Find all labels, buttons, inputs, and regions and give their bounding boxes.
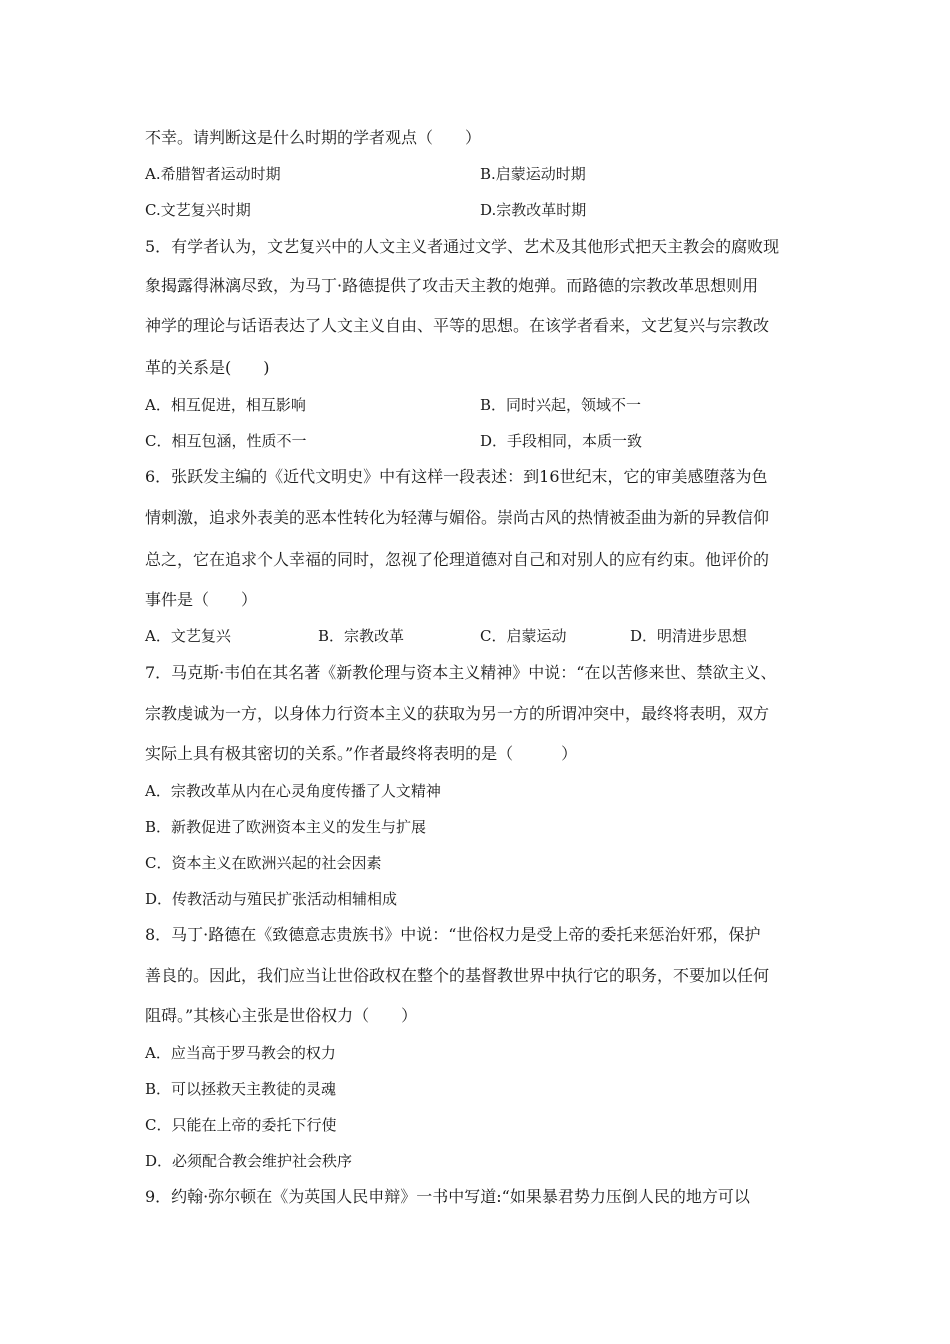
q5-stem-line-4: 革的关系是( )	[145, 358, 270, 377]
q7-option-a: A．宗教改革从内在心灵角度传播了人文精神	[145, 782, 441, 800]
q7-option-c: C．资本主义在欧洲兴起的社会因素	[145, 854, 382, 872]
q7-option-b: B．新教促进了欧洲资本主义的发生与扩展	[145, 818, 427, 836]
q5-option-a: A．相互促进，相互影响	[145, 396, 306, 414]
q5-stem-line-1: 5．有学者认为，文艺复兴中的人文主义者通过文学、艺术及其他形式把天主教会的腐败现	[145, 237, 780, 256]
q6-stem-line-3: 总之，它在追求个人幸福的同时，忽视了伦理道德对自己和对别人的应有约束。他评价的	[145, 550, 770, 569]
q8-stem-line-3: 阻碍。”其核心主张是世俗权力（ ）	[145, 1006, 418, 1025]
q4-stem-tail: 不幸。请判断这是什么时期的学者观点（ ）	[145, 128, 482, 147]
q6-option-b: B．宗教改革	[318, 627, 405, 645]
q6-stem-line-2: 情刺激，追求外表美的恶本性转化为轻薄与媚俗。崇尚古风的热情被歪曲为新的异教信仰	[145, 508, 770, 527]
q9-stem-line-1: 9．约翰·弥尔顿在《为英国人民申辩》一书中写道:“如果暴君势力压倒人民的地方可以	[145, 1187, 750, 1206]
q5-stem-line-2: 象揭露得淋漓尽致，为马丁·路德提供了攻击天主教的炮弹。而路德的宗教改革思想则用	[145, 276, 759, 295]
q8-stem-line-2: 善良的。因此，我们应当让世俗政权在整个的基督教世界中执行它的职务，不要加以任何	[145, 966, 770, 985]
q6-option-a: A．文艺复兴	[145, 627, 231, 645]
q4-option-c: C.文艺复兴时期	[145, 201, 251, 219]
q8-option-b: B．可以拯救天主教徒的灵魂	[145, 1080, 337, 1098]
q6-stem-line-1: 6．张跃发主编的《近代文明史》中有这样一段表述：到16世纪末，它的审美感堕落为色	[145, 467, 768, 486]
q5-option-d: D．手段相同，本质一致	[480, 432, 643, 450]
q4-option-a: A.希腊智者运动时期	[145, 165, 281, 183]
q7-stem-line-2: 宗教虔诚为一方，以身体力行资本主义的获取为另一方的所谓冲突中，最终将表明，双方	[145, 704, 770, 723]
q7-stem-line-3: 实际上具有极其密切的关系。”作者最终将表明的是（ ）	[145, 744, 578, 763]
q6-option-c: C．启蒙运动	[480, 627, 567, 645]
q4-option-d: D.宗教改革时期	[480, 201, 587, 219]
q4-option-b: B.启蒙运动时期	[480, 165, 586, 183]
q5-option-c: C．相互包涵，性质不一	[145, 432, 307, 450]
q7-stem-line-1: 7．马克斯·韦伯在其名著《新教伦理与资本主义精神》中说：“在以苦修来世、禁欲主义、	[145, 663, 777, 682]
q8-stem-line-1: 8．马丁·路德在《致德意志贵族书》中说：“世俗权力是受上帝的委托来惩治奸邪，保护	[145, 925, 761, 944]
q8-option-d: D．必须配合教会维护社会秩序	[145, 1152, 353, 1170]
q7-option-d: D．传教活动与殖民扩张活动相辅相成	[145, 890, 398, 908]
q5-stem-line-3: 神学的理论与话语表达了人文主义自由、平等的思想。在该学者看来，文艺复兴与宗教改	[145, 316, 770, 335]
q8-option-c: C．只能在上帝的委托下行使	[145, 1116, 337, 1134]
q5-option-b: B．同时兴起，领域不一	[480, 396, 642, 414]
q8-option-a: A．应当高于罗马教会的权力	[145, 1044, 336, 1062]
q6-option-d: D．明清进步思想	[630, 627, 748, 645]
q6-stem-line-4: 事件是（ ）	[145, 590, 258, 609]
